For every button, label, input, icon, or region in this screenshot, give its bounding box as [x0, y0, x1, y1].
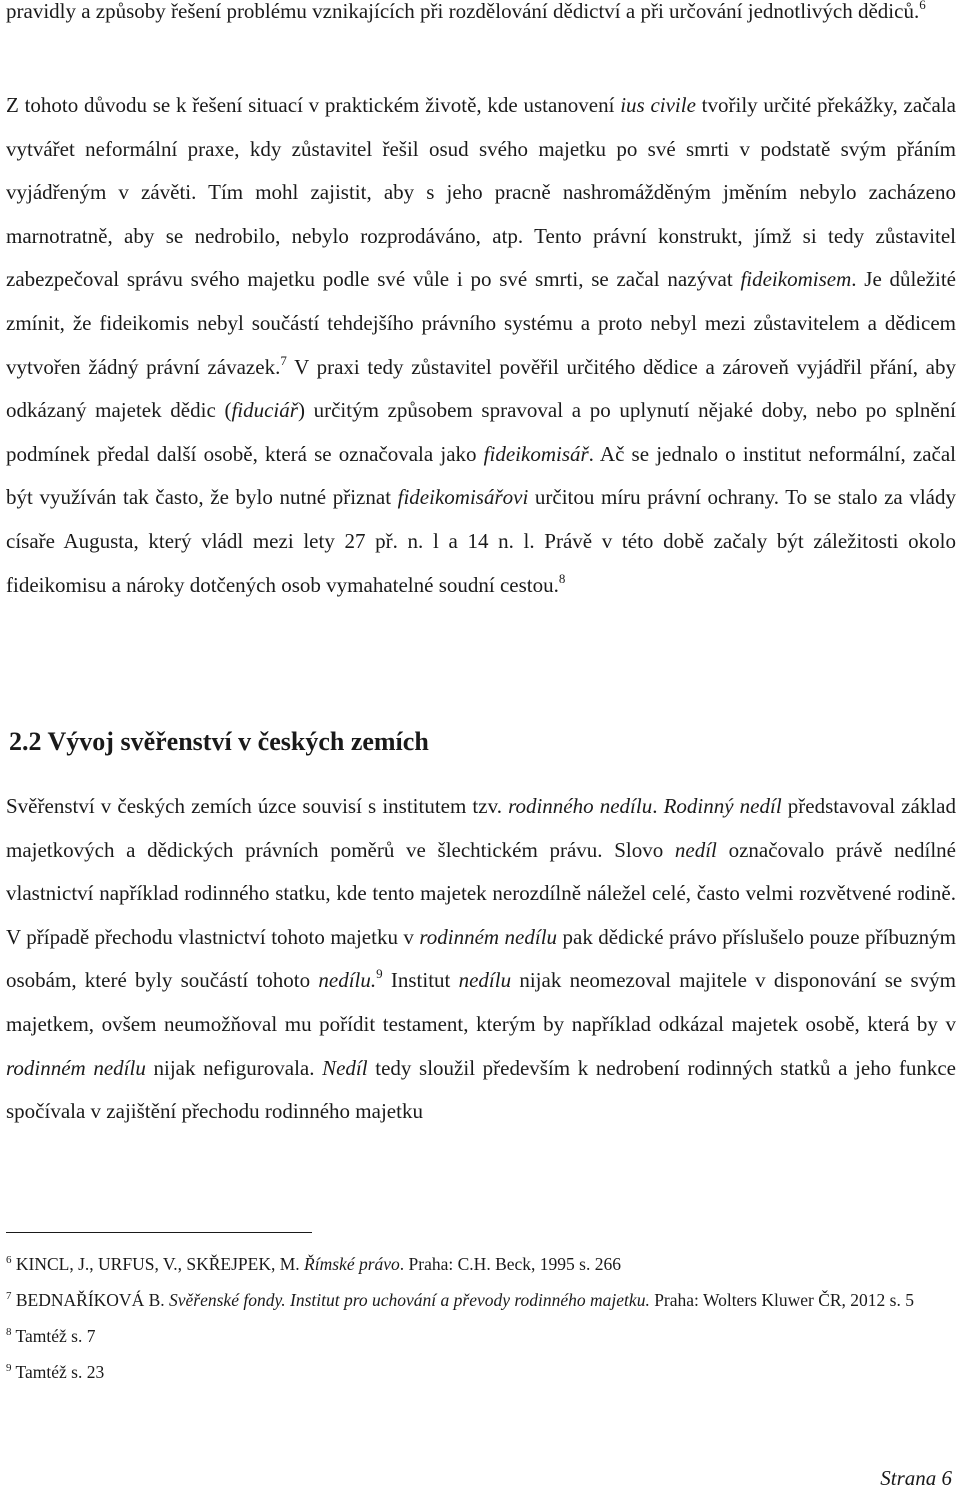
footnote-ref[interactable]: 8 [558, 570, 566, 586]
text-run: označovalo právě nedílné vlastnictví například rodinného statku, kde tento majetek nerozdílně náležel celé, často velmi rozvětvené rodině. V případě přechodu vlastnictví tohoto majetku v [6, 837, 956, 949]
footnote-ref[interactable]: 7 [280, 352, 287, 368]
footnote-number: 9 [6, 1362, 12, 1374]
text-run: . [652, 794, 664, 818]
paragraph-fideikomis [6, 84, 956, 607]
italic-term: ius civile [620, 93, 696, 117]
page-number: Strana 6 [880, 1466, 952, 1490]
text-run: . Praha: C.H. Beck, 1995 s. 266 [399, 1254, 621, 1274]
text-run: určitou míru právní ochrany. To se stalo za vlády císaře Augusta, který vládl mezi lety 27 př. n. l a 14 n. l. Právě v této době začaly být záležitosti okolo fideikomisu a nároky dotčených osob vymahatelné soudní cestou. [6, 485, 956, 597]
text-run: V praxi tedy zůstavitel pověřil určitého dědice a zároveň vyjádřil přání, aby odkázaný majetek dědic ( [6, 354, 956, 423]
footnote-ref[interactable]: 9 [376, 966, 383, 982]
paragraph-text: pravidly a způsoby řešení problému vznikajících při rozdělování dědictví a při určování jednotlivých dědiců. [6, 0, 920, 23]
text-run: Institut [382, 968, 459, 993]
italic-term: rodinného nedílu [508, 794, 653, 818]
text-run: Svěřenství v českých zemích úzce souvisí s institutem tzv. [6, 794, 509, 818]
text-run: tedy sloužil především k nedrobení rodinných statků a jeho funkce spočívala v zajištění přechodu rodinného majetku [6, 1055, 956, 1124]
text-run: představoval základ majetkových a dědických právních poměrů ve šlechtickém právu. Slovo [6, 794, 956, 862]
paragraph-continued [6, 0, 956, 34]
text-run: Praha: Wolters Kluwer ČR, 2012 s. 5 [649, 1290, 914, 1310]
footnote-number: 7 [6, 1290, 12, 1302]
footnote-8 [6, 1324, 956, 1349]
text-run: Tamtéž s. 7 [11, 1326, 96, 1346]
italic-title: Římské právo [304, 1254, 400, 1274]
italic-term: rodinném nedílu [6, 1055, 146, 1080]
text-run: Z tohoto důvodu se k řešení situací v praktickém životě, kde ustanovení [6, 93, 621, 117]
italic-term: Nedíl [322, 1055, 368, 1080]
italic-term: nedílu [458, 968, 512, 993]
text-run: . Je důležité zmínit, že fideikomis nebyl součástí tehdejšího právního systému a proto nebyl mezi zůstavitelem a dědicem vytvořen žádný právní závazek. [6, 267, 956, 379]
paragraph-nedil [6, 785, 956, 1134]
text-run: ) určitým způsobem spravoval a po uplynutí nějaké doby, nebo po splnění podmínek předal další osobě, která se označovala jako [6, 398, 956, 466]
text-run: nijak neomezoval majitele v disponování se svým majetkem, ovšem neumožňoval mu pořídit testament, kterým by například odkázal majetek osobě, která by v [6, 968, 956, 1036]
italic-term: fideikomisářovi [397, 485, 529, 510]
footnote-divider [6, 1232, 312, 1233]
italic-term: nedílu. [318, 968, 377, 993]
footnote-number: 6 [6, 1254, 12, 1266]
section-heading: 2.2 Vývoj svěřenství v českých zemích [9, 727, 429, 756]
italic-term: nedíl [674, 837, 717, 862]
footnote-9 [6, 1360, 956, 1385]
text-run: Tamtéž s. 23 [11, 1362, 105, 1382]
text-run: . Ač se jednalo o institut neformální, začal být využíván tak často, že bylo nutné přiznat [6, 441, 956, 510]
italic-term: fideikomisář [483, 441, 589, 466]
footnotes [6, 1252, 956, 1396]
footnote-number: 8 [6, 1326, 12, 1338]
footnote-7 [6, 1288, 956, 1313]
italic-term: Rodinný nedíl [663, 794, 782, 818]
italic-term: fiduciář [231, 398, 298, 423]
italic-term: fideikomisem [740, 267, 852, 292]
footnote-6 [6, 1252, 956, 1277]
text-run: pak dědické právo příslušelo pouze příbuzným osobám, které byly součástí tohoto [6, 924, 956, 993]
text-run: BEDNAŘÍKOVÁ B. [11, 1290, 169, 1310]
italic-term: rodinném nedílu [419, 924, 558, 949]
italic-title: Svěřenské fondy. Institut pro uchování a převody rodinného majetku. [169, 1290, 650, 1310]
text-run: KINCL, J., URFUS, V., SKŘEJPEK, M. [11, 1254, 305, 1274]
footnote-ref[interactable]: 6 [919, 0, 926, 12]
text-run: tvořily určité překážky, začala vytvářet neformální praxe, kdy zůstavitel řešil osud svého majetku po své smrti v podstatě svým přáním vyjádřeným v závěti. Tím mohl zajistit, aby s jeho pracně nashromážděným jměním nebylo zacházeno marnotratně, aby se nedrobilo, nebylo rozprodáváno, atp. Tento právní konstrukt, jímž si tedy zůstavitel zabezpečoval správu svého majetku podle své vůle i po své smrti, se začal nazývat [6, 93, 956, 292]
text-run: nijak nefigurovala. [145, 1055, 323, 1080]
